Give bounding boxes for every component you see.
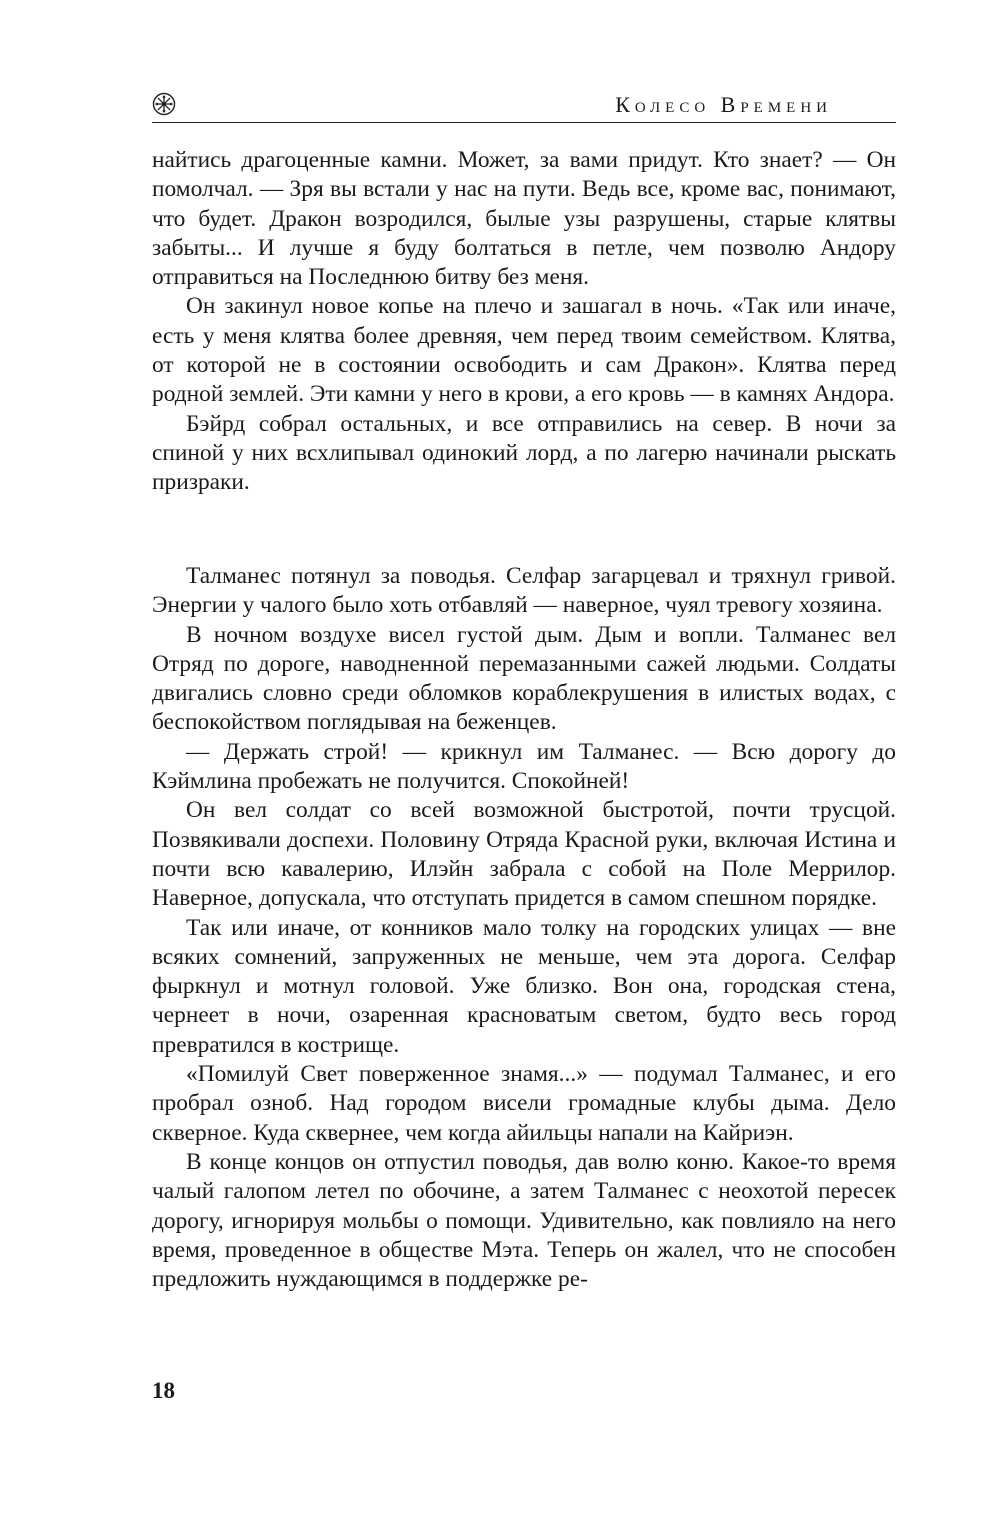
wheel-emblem-icon [152,92,176,116]
paragraph: В ночном воздухе висел густой дым. Дым и вопли. Талманес вел Отряд по дороге, наводненной перемазанными сажей людьми. Солдаты двигались словно среди обломков кораблекрушения в илистых водах, с беспокойством поглядывая на беженцев. [152,621,896,736]
paragraph: найтись драгоценные камни. Может, за вами придут. Кто знает? — Он помолчал. — Зря вы встали у нас на пути. Ведь все, кроме вас, понимают, что будет. Дракон возродился, былые узы разрушены, старые клятвы забыты... И лучше я буду болтаться в петле, чем позволю Андору отправиться на Последнюю битву без меня. [152,147,896,291]
paragraph: «Помилуй Свет поверженное знамя...» — подумал Талманес, и его пробрал озноб. Над городом висели громадные клубы дыма. Дело скверное. Куда сквернее, чем когда айильцы напали на Кайриэн. [152,1061,896,1146]
paragraph: Он вел солдат со всей возможной быстротой, почти трусцой. Позвякивали доспехи. Половину Отряда Красной руки, включая Истина и почти всю кавалерию, Илэйн забрала с собой на Поле Меррилор. Наверное, допускала, что отступать придется в самом спешном порядке. [152,797,896,912]
paragraph: Талманес потянул за поводья. Селфар загарцевал и тряхнул гривой. Энергии у чалого было хоть отбавляй — наверное, чуял тревогу хозяина. [152,563,896,619]
paragraph: — Держать строй! — крикнул им Талманес. — Всю дорогу до Кэймлина пробежать не получится. Спокойней! [152,738,896,795]
running-title: Колесо Времени [615,92,832,117]
paragraph: Бэйрд собрал остальных, и все отправились на север. В ночи за спиной у них всхлипывал одинокий лорд, а по лагерю начинали рыскать призраки. [152,410,896,496]
text-section-1 [152,146,896,498]
page-number: 18 [152,1378,175,1403]
running-header [152,88,896,123]
paragraph: В конце концов он отпустил поводья, дав волю коню. Какое-то время чалый галопом летел по обочине, а затем Талманес с неохотой пересек дорогу, игнорируя мольбы о помощи. Удивительно, как повлияло на него время, проведенное в обществе Мэта. Теперь он жалел, что не способен предложить нуждающимся в поддержке ре- [152,1148,896,1293]
paragraph: Так или иначе, от конников мало толку на городских улицах — вне всяких сомнений, запруженных не меньше, чем эта дорога. Селфар фыркнул и мотнул головой. Уже близко. Вон она, городская стена, чернеет в ночи, озаренная красноватым светом, будто весь город превратился в кострище. [152,914,896,1058]
paragraph: Он закинул новое копье на плечо и зашагал в ночь. «Так или иначе, есть у меня клятва более древняя, чем перед твоим семейством. Клятва, от которой не в состоянии освободить и сам Дракон». Клятва перед родной землей. Эти камни у него в крови, а его кровь — в камнях Андора. [152,293,896,408]
text-section-2 [152,562,896,1294]
